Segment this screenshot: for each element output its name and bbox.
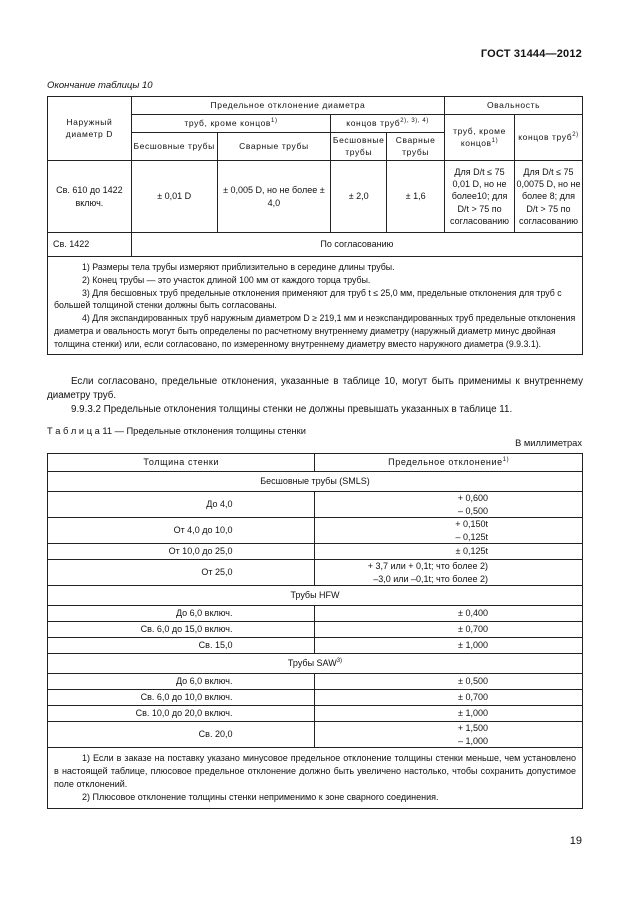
cell-thickness: Св. 15,0 bbox=[48, 638, 315, 654]
table-row bbox=[48, 606, 583, 622]
table-row bbox=[48, 560, 583, 586]
footnote: 3) Для бесшовных труб предельные отклонения применяют для труб t ≤ 25,0 мм, предельные отклонения для труб с большей толщиной стенки должны быть согласованы. bbox=[54, 287, 562, 311]
subheader-welded-ends: Сварные трубы bbox=[387, 133, 445, 161]
cell-deviation: ± 0,125t bbox=[315, 544, 583, 560]
subheader-pipes-except-ends: труб, кроме концов$^{1)}$ bbox=[131, 115, 330, 133]
cell-welded-dev: ± 0,005 D, но не более ± 4,0 bbox=[217, 161, 331, 233]
cell-welded-ends-dev: ± 1,6 bbox=[387, 161, 445, 233]
table-11-footnotes bbox=[48, 748, 583, 809]
footnote: 2) Плюсовое отклонение толщины стенки неприменимо к зоне сварного соединения. bbox=[82, 792, 439, 803]
cell-deviation: + 0,600 – 0,500 bbox=[315, 492, 583, 518]
cell-thickness: До 4,0 bbox=[48, 492, 315, 518]
table-row bbox=[48, 706, 583, 722]
col-header-thickness: Толщина стенки bbox=[48, 454, 315, 472]
cell-thickness: Св. 6,0 до 15,0 включ. bbox=[48, 622, 315, 638]
cell-deviation: ± 0,500 bbox=[315, 674, 583, 690]
cell-by-agreement: По согласованию bbox=[131, 233, 582, 257]
cell-deviation: ± 1,000 bbox=[315, 638, 583, 654]
col-header-deviation: Предельное отклонение$^{1)}$ bbox=[315, 454, 583, 472]
table-11 bbox=[47, 453, 583, 809]
group-header: Трубы HFW bbox=[48, 586, 583, 606]
cell-thickness: От 10,0 до 25,0 bbox=[48, 544, 315, 560]
col-header-ovality: Овальность bbox=[445, 97, 583, 115]
footnote: 1) Размеры тела трубы измеряют приблизительно в середине длины трубы. bbox=[82, 262, 395, 272]
cell-deviation: ± 0,700 bbox=[315, 622, 583, 638]
cell-deviation: + 0,150t – 0,125t bbox=[315, 518, 583, 544]
paragraph: 9.9.3.2 Предельные отклонения толщины стенки не должны превышать указанных в таблице 11. bbox=[71, 404, 513, 416]
subheader-ovality-ends: концов труб$^{2)}$ bbox=[514, 115, 582, 161]
cell-thickness: До 6,0 включ. bbox=[48, 606, 315, 622]
cell-thickness: От 25,0 bbox=[48, 560, 315, 586]
footnote: 4) Для экспандированных труб наружным диаметром D ≥ 219,1 мм и неэкспандированных труб предельные отклонения диаметра и овальность могут быть определены по расчетному внутреннему диаметру (наружный диаметр минус двойная толщина стенки) или, если согласовано, по измеренному внутреннему диаметру вместо наружного диаметра (9.9.3.1). bbox=[54, 313, 576, 349]
col-header-diameter-deviation: Предельное отклонение диаметра bbox=[131, 97, 444, 115]
group-header: Бесшовные трубы (SMLS) bbox=[48, 472, 583, 492]
cell-ovality-ends: Для D/t ≤ 75 0,0075 D, но не более 8; для D/t > 75 по согласованию bbox=[514, 161, 582, 233]
cell-deviation: + 3,7 или + 0,1t; что более 2) –3,0 или –0,1t; что более 2) bbox=[315, 560, 583, 586]
page-number: 19 bbox=[569, 835, 582, 847]
cell-od: Св. 610 до 1422 включ. bbox=[48, 161, 132, 233]
subheader-ovality-pipes: труб, кроме концов$^{1)}$ bbox=[445, 115, 515, 161]
standard-code: ГОСТ 31444—2012 bbox=[480, 48, 582, 60]
cell-thickness: От 4,0 до 10,0 bbox=[48, 518, 315, 544]
cell-seamless-dev: ± 0,01 D bbox=[131, 161, 217, 233]
table-11-title: Т а б л и ц а 11 — Предельные отклонения толщины стенки bbox=[47, 426, 306, 436]
cell-thickness: До 6,0 включ. bbox=[48, 674, 315, 690]
table-10-footnotes bbox=[48, 257, 583, 355]
subheader-pipe-ends: концов труб$^{2), 3), 4)}$ bbox=[331, 115, 445, 133]
cell-thickness: Св. 6,0 до 10,0 включ. bbox=[48, 690, 315, 706]
table-continuation-caption: Окончание таблицы 10 bbox=[47, 80, 153, 91]
group-header: Трубы SAW$^{3)}$ bbox=[48, 654, 583, 674]
cell-deviation: + 1,500 – 1,000 bbox=[315, 722, 583, 748]
table-row bbox=[48, 622, 583, 638]
table-row bbox=[48, 638, 583, 654]
table-row bbox=[48, 722, 583, 748]
units-label: В миллиметрах bbox=[515, 438, 582, 448]
cell-od-2: Св. 1422 bbox=[48, 233, 132, 257]
col-header-outer-diameter: Наружный диаметр D bbox=[48, 97, 132, 161]
table-row bbox=[48, 690, 583, 706]
cell-thickness: Св. 20,0 bbox=[48, 722, 315, 748]
table-10 bbox=[47, 96, 583, 355]
subheader-seamless: Бесшовные трубы bbox=[131, 133, 217, 161]
footnote: 2) Конец трубы — это участок длиной 100 мм от каждого торца трубы. bbox=[82, 274, 371, 285]
cell-deviation: ± 0,400 bbox=[315, 606, 583, 622]
table-row bbox=[48, 518, 583, 544]
table-row bbox=[48, 492, 583, 518]
paragraph: Если согласовано, предельные отклонения, указанные в таблице 10, могут быть применимы к внутреннему диаметру труб. bbox=[47, 376, 583, 402]
subheader-seamless-ends: Бесшовные трубы bbox=[331, 133, 387, 161]
cell-ovality-pipes: Для D/t ≤ 75 0,01 D, но не более10; для D/t > 75 по согласованию bbox=[445, 161, 515, 233]
cell-deviation: ± 0,700 bbox=[315, 690, 583, 706]
cell-thickness: Св. 10,0 до 20,0 включ. bbox=[48, 706, 315, 722]
cell-seamless-ends-dev: ± 2,0 bbox=[331, 161, 387, 233]
footnote: 1) Если в заказе на поставку указано минусовое предельное отклонение толщины стенки меньше, чем установлено в настоящей таблице, плюсовое предельное отклонение должно быть увеличено настолько, чтобы сохранить допустимое поле отклонений. bbox=[54, 753, 576, 790]
cell-deviation: ± 1,000 bbox=[315, 706, 583, 722]
table-row bbox=[48, 544, 583, 560]
table-row bbox=[48, 674, 583, 690]
subheader-welded: Сварные трубы bbox=[217, 133, 331, 161]
body-text bbox=[47, 375, 583, 418]
